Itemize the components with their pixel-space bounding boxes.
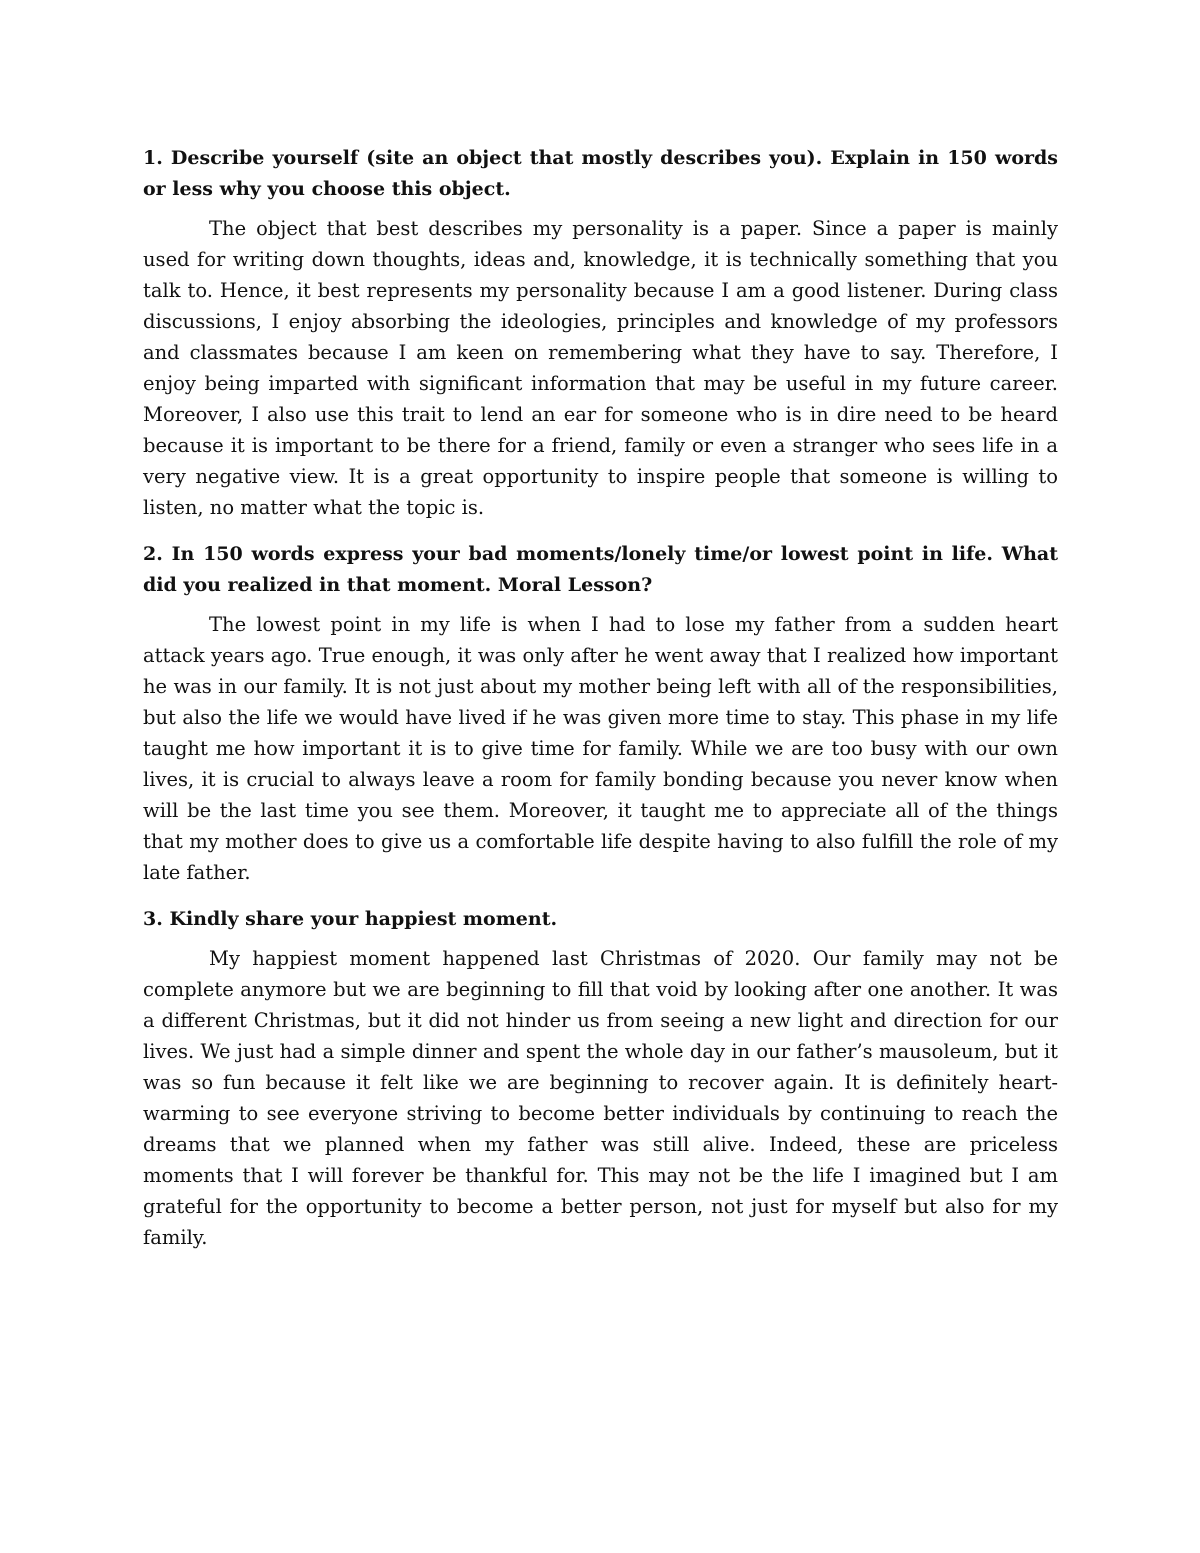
question-section-1 xyxy=(143,143,1058,523)
document-body xyxy=(143,143,1058,1253)
question-section-2 xyxy=(143,539,1058,888)
question-2-heading: 2. In 150 words express your bad moments/lonely time/or lowest point in life. What did you realized in that moment. Moral Lesson? xyxy=(143,543,1058,596)
question-section-3 xyxy=(143,904,1058,1253)
question-3-answer: My happiest moment happened last Christmas of 2020. Our family may not be complete anymore but we are beginning to fill that void by looking after one another. It was a different Christmas, but it did not hinder us from seeing a new light and direction for our lives. We just had a simple dinner and spent the whole day in our father’s mausoleum, but it was so fun because it felt like we are beginning to recover again. It is definitely heart-warming to see everyone striving to become better individuals by continuing to reach the dreams that we planned when my father was still alive. Indeed, these are priceless moments that I will forever be thankful for. This may not be the life I imagined but I am grateful for the opportunity to become a better person, not just for myself but also for my family. xyxy=(143,947,1058,1249)
question-3-heading: 3. Kindly share your happiest moment. xyxy=(143,908,558,930)
question-1-heading: 1. Describe yourself (site an object that mostly describes you). Explain in 150 words or less why you choose this object. xyxy=(143,147,1058,200)
question-2-answer: The lowest point in my life is when I had to lose my father from a sudden heart attack years ago. True enough, it was only after he went away that I realized how important he was in our family. It is not just about my mother being left with all of the responsibilities, but also the life we would have lived if he was given more time to stay. This phase in my life taught me how important it is to give time for family. While we are too busy with our own lives, it is crucial to always leave a room for family bonding because you never know when will be the last time you see them. Moreover, it taught me to appreciate all of the things that my mother does to give us a comfortable life despite having to also fulfill the role of my late father. xyxy=(143,613,1058,884)
question-1-answer: The object that best describes my personality is a paper. Since a paper is mainly used for writing down thoughts, ideas and, knowledge, it is technically something that you talk to. Hence, it best represents my personality because I am a good listener. During class discussions, I enjoy absorbing the ideologies, principles and knowledge of my professors and classmates because I am keen on remembering what they have to say. Therefore, I enjoy being imparted with significant information that may be useful in my future career. Moreover, I also use this trait to lend an ear for someone who is in dire need to be heard because it is important to be there for a friend, family or even a stranger who sees life in a very negative view. It is a great opportunity to inspire people that someone is willing to listen, no matter what the topic is. xyxy=(143,217,1058,519)
